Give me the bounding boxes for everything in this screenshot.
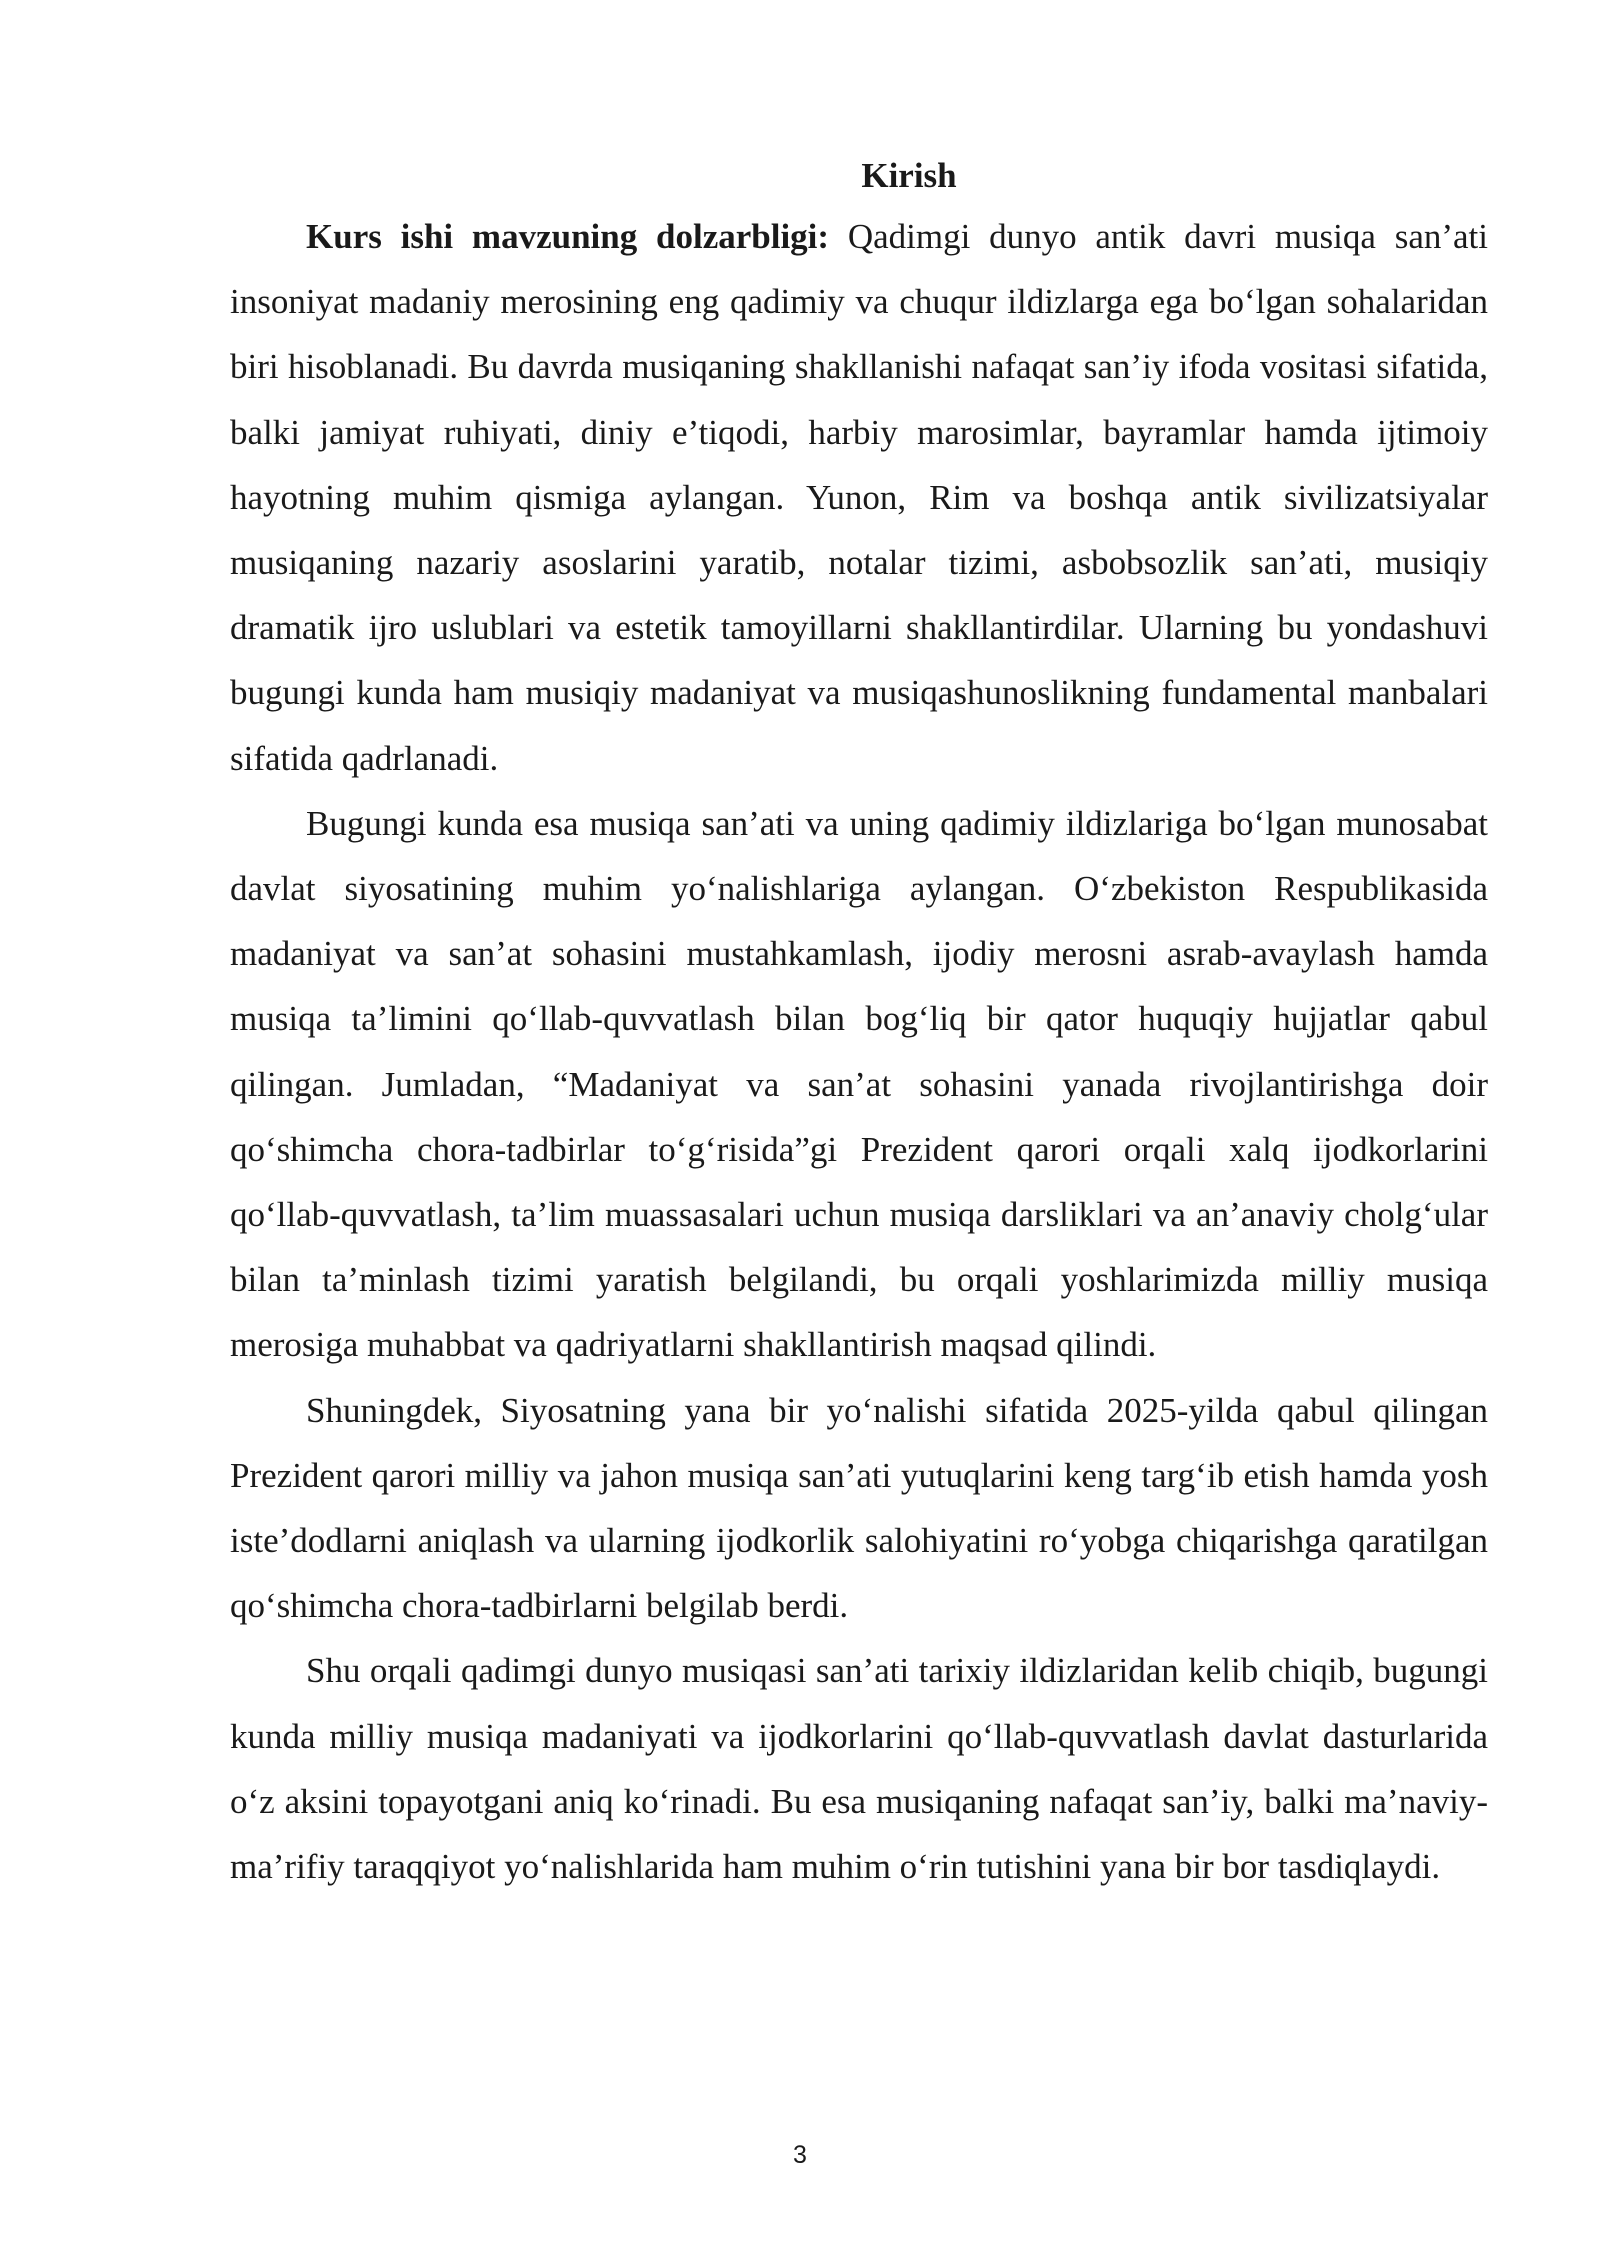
section-title: Kirish [861,156,957,195]
paragraph-text: Shuningdek, Siyosatning yana bir yo‘nalishi sifatida 2025-yilda qabul qilingan Prezident qarori milliy va jahon musiqa san’ati yutuqlarini keng targ‘ib etish hamda yosh iste’dodlarni aniqlash va ularning ijodkorlik salohiyatini ro‘yobga chiqarishga qaratilgan qo‘shimcha chora-tadbirlarni belgilab berdi. [230,1390,1488,1626]
paragraph-presidential-decree [230,1378,1488,1639]
paragraph-text: Bugungi kunda esa musiqa san’ati va uning qadimiy ildizlariga bo‘lgan munosabat davlat siyosatining muhim yo‘nalishlariga aylangan. O‘zbekiston Respublikasida madaniyat va san’at sohasini mustahkamlash, ijodiy merosni asrab-avaylash hamda musiqa ta’limini qo‘llab-quvvatlash bilan bog‘liq bir qator huquqiy hujjatlar qabul qilingan. Jumladan, “Madaniyat va san’at sohasini yanada rivojlantirishga doir qo‘shimcha chora-tadbirlar to‘g‘risida”gi Prezident qarori orqali xalq ijodkorlarini qo‘llab-quvvatlash, ta’lim muassasalari uchun musiqa darsliklari va an’anaviy cholg‘ular bilan ta’minlash tizimi yaratish belgilandi, bu orqali yoshlarimizda milliy musiqa merosiga muhabbat va qadriyatlarni shakllantirish maqsad qilindi. [230,803,1488,1365]
page-content [230,148,1488,1899]
paragraph-text: Shu orqali qadimgi dunyo musiqasi san’ati tarixiy ildizlaridan kelib chiqib, bugungi kunda milliy musiqa madaniyati va ijodkorlarini qo‘llab-quvvatlash davlat dasturlarida o‘z aksini topayotgani aniq ko‘rinadi. Bu esa musiqaning nafaqat san’iy, balki ma’naviy-ma’rifiy taraqqiyot yo‘nalishlarida ham muhim o‘rin tutishini yana bir bor tasdiqlaydi. [230,1651,1488,1887]
paragraph-relevance [230,204,1488,791]
paragraph-lead: Kurs ishi mavzuning dolzarbligi: [306,217,830,256]
paragraph-state-policy [230,791,1488,1378]
page-number: 3 [793,2141,807,2169]
paragraph-text: Qadimgi dunyo antik davri musiqa san’ati insoniyat madaniy merosining eng qadimiy va chuqur ildizlarga ega bo‘lgan sohalaridan biri hisoblanadi. Bu davrda musiqaning shakllanishi nafaqat san’iy ifoda vositasi sifatida, balki jamiyat ruhiyati, diniy e’tiqodi, harbiy marosimlar, bayramlar hamda ijtimoiy hayotning muhim qismiga aylangan. Yunon, Rim va boshqa antik sivilizatsiyalar musiqaning nazariy asoslarini yaratib, notalar tizimi, asbobsozlik san’ati, musiqiy dramatik ijro uslublari va estetik tamoyillarni shakllantirdilar. Ularning bu yondashuvi bugungi kunda ham musiqiy madaniyat va musiqashunoslikning fundamental manbalari sifatida qadrlanadi. [230,217,1489,778]
paragraph-conclusion [230,1638,1488,1899]
